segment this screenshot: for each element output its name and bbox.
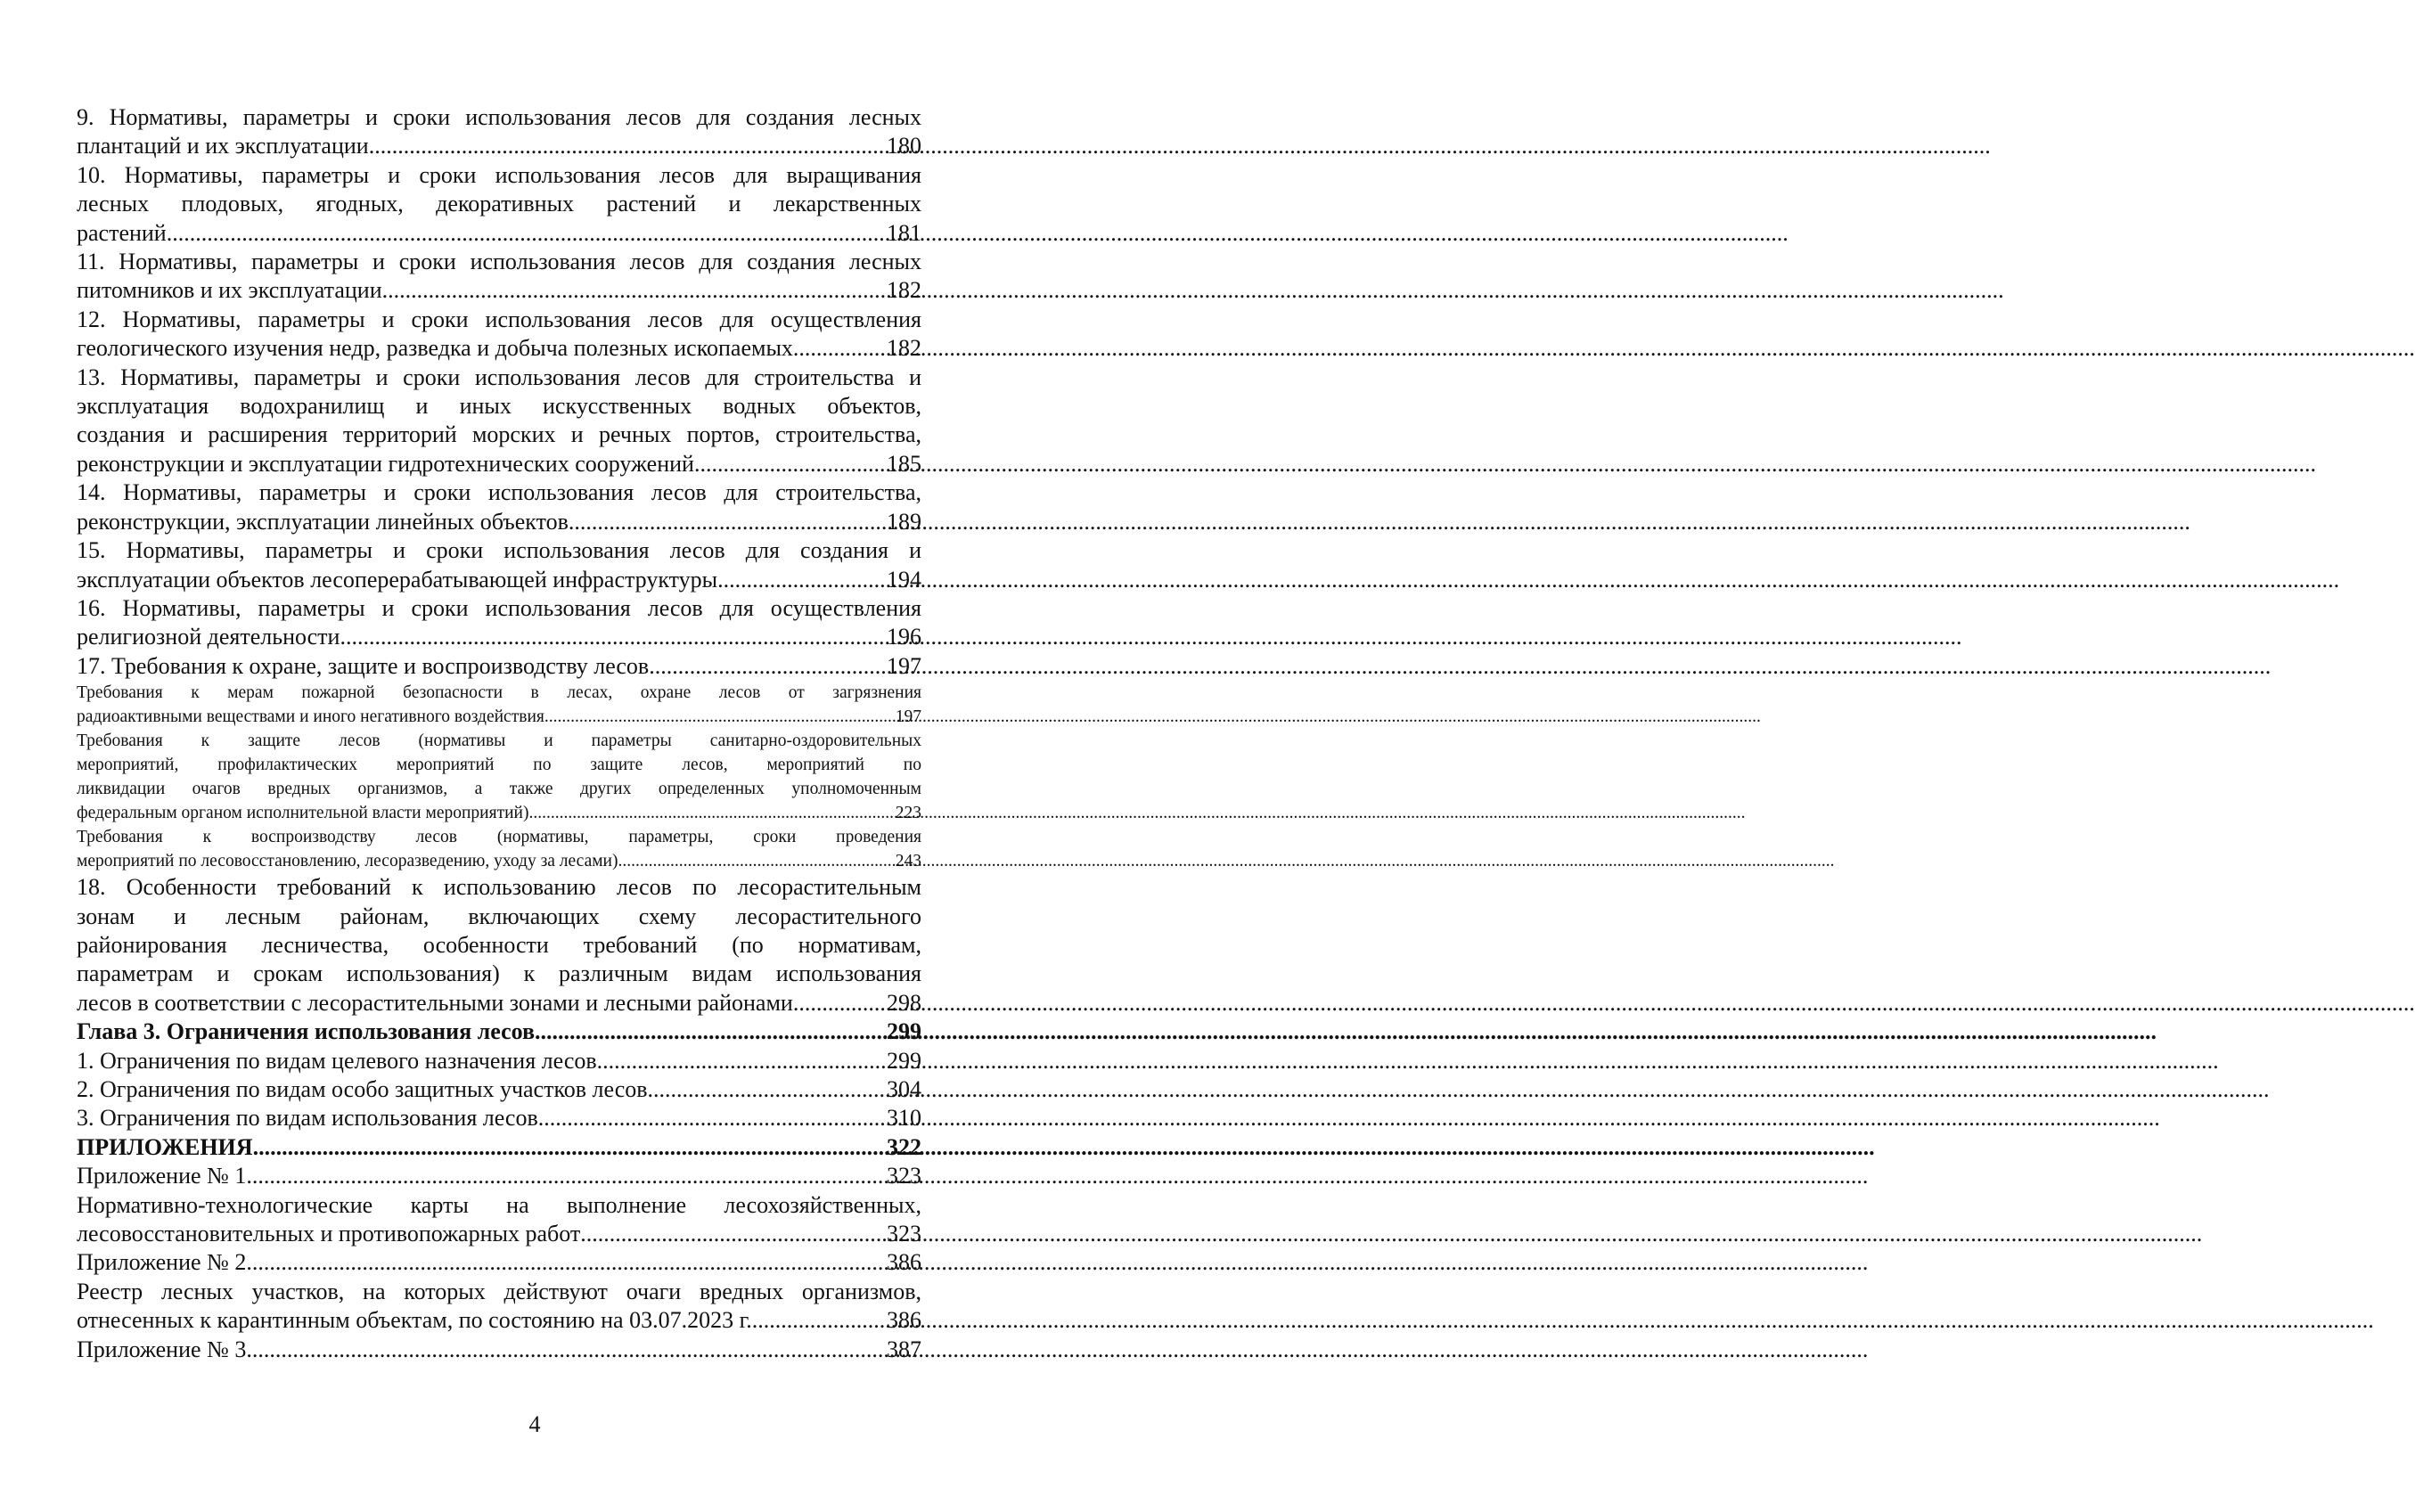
toc-page-ref: 243 xyxy=(895,852,921,871)
toc-entry[interactable] xyxy=(77,1018,921,1046)
toc-entry[interactable] xyxy=(77,652,921,681)
toc-page-ref: 189 xyxy=(887,508,921,535)
dot-leader xyxy=(793,989,885,1018)
dot-leader xyxy=(544,705,894,729)
toc-entry[interactable] xyxy=(77,1278,921,1336)
toc-entry-title: отнесенных к карантинным объектам, по состоянию на 03.07.2023 г. xyxy=(77,1307,752,1334)
toc-entry-title: плантаций и их эксплуатации xyxy=(77,133,369,159)
toc-entry-text-line: 13. Нормативы, параметры и сроки использования лесов для строительства и xyxy=(77,364,921,390)
toc-page-ref: 182 xyxy=(887,335,921,362)
toc-entry-title: Приложение № 3 xyxy=(77,1336,247,1362)
dot-leader xyxy=(618,849,894,873)
toc-entry-title: мероприятий по лесовосстановлению, лесоразведению, уходу за лесами) xyxy=(77,852,618,871)
toc-entry-last-line xyxy=(77,132,921,160)
dot-leader xyxy=(167,219,885,248)
toc-entry[interactable] xyxy=(77,681,921,729)
toc-entry-last-line xyxy=(77,450,921,478)
dot-leader xyxy=(253,1133,885,1162)
toc-entry-title: 1. Ограничения по видам целевого назначения лесов xyxy=(77,1047,597,1074)
toc-entry-last-line xyxy=(77,849,921,873)
toc-entry-title: реконструкции и эксплуатации гидротехнических сооружений xyxy=(77,450,694,477)
toc-entry-last-line xyxy=(77,1075,921,1104)
toc-page-ref: 299 xyxy=(887,1047,921,1074)
toc-entry-title: Приложение № 1 xyxy=(77,1163,247,1189)
toc-entry-last-line xyxy=(77,566,921,594)
toc-entry-last-line xyxy=(77,1248,921,1277)
dot-leader xyxy=(246,1162,885,1190)
toc-entry-title: радиоактивными веществами и иного негативного воздействия xyxy=(77,707,544,727)
dot-leader xyxy=(580,1220,885,1248)
toc-entry-title: федеральным органом исполнительной власти мероприятий) xyxy=(77,804,529,823)
toc-entry[interactable] xyxy=(77,248,921,306)
toc-page-ref: 180 xyxy=(887,133,921,159)
toc-entry-title: питомников и их эксплуатации xyxy=(77,277,382,304)
document-page xyxy=(0,0,1069,1512)
dot-leader xyxy=(538,1104,885,1132)
toc-entry[interactable] xyxy=(77,873,921,1018)
toc-entry-text-line: 18. Особенности требований к использованию лесов по лесорастительным xyxy=(77,874,921,901)
toc-entry-text-line: лесных плодовых, ягодных, декоративных растений и лекарственных xyxy=(77,191,921,217)
toc-entry-title: растений xyxy=(77,219,167,246)
toc-page-ref: 197 xyxy=(887,652,921,679)
toc-entry[interactable] xyxy=(77,306,921,364)
toc-entry-last-line xyxy=(77,1104,921,1132)
toc-entry[interactable] xyxy=(77,825,921,873)
toc-page-ref: 299 xyxy=(887,1018,921,1045)
toc-entry-last-line xyxy=(77,623,921,651)
dot-leader xyxy=(717,566,885,594)
toc-page-ref: 387 xyxy=(887,1336,921,1362)
toc-entry-text-line: 15. Нормативы, параметры и сроки использования лесов для создания и xyxy=(77,537,921,564)
toc-entry[interactable] xyxy=(77,536,921,594)
toc-entry-text-line: Реестр лесных участков, на которых действуют очаги вредных организмов, xyxy=(77,1278,921,1304)
toc-entry-last-line xyxy=(77,276,921,305)
toc-entry[interactable] xyxy=(77,1162,921,1190)
toc-entry-title: лесов в соответствии с лесорастительными зонами и лесными районами xyxy=(77,989,793,1016)
toc-entry-text-line: Требования к мерам пожарной безопасности в лесах, охране лесов от загрязнения xyxy=(77,683,921,703)
toc-page-ref: 196 xyxy=(887,624,921,650)
toc-entry[interactable] xyxy=(77,1191,921,1249)
toc-entry-text-line: 11. Нормативы, параметры и сроки использования лесов для создания лесных xyxy=(77,249,921,275)
toc-entry-title: религиозной деятельности xyxy=(77,624,340,650)
toc-entry-last-line xyxy=(77,1220,921,1248)
toc-entry[interactable] xyxy=(77,364,921,479)
dot-leader xyxy=(382,276,885,305)
toc-entry-title: ПРИЛОЖЕНИЯ xyxy=(77,1133,253,1160)
dot-leader xyxy=(246,1336,885,1364)
toc-entry-text-line: параметрам и срокам использования) к различным видам использования xyxy=(77,960,921,987)
toc-entry-last-line xyxy=(77,1018,921,1046)
toc-entry[interactable] xyxy=(77,478,921,536)
toc-entry-title: 3. Ограничения по видам использования лесов xyxy=(77,1105,538,1132)
toc-entry-title: Приложение № 2 xyxy=(77,1249,247,1276)
dot-leader xyxy=(752,1306,885,1335)
toc-entry[interactable] xyxy=(77,729,921,825)
dot-leader xyxy=(528,801,893,825)
toc-entry[interactable] xyxy=(77,1133,921,1162)
toc-entry[interactable] xyxy=(77,1047,921,1075)
toc-page-ref: 181 xyxy=(887,219,921,246)
toc-entry-text-line: мероприятий, профилактических мероприятий по защите лесов, мероприятий по xyxy=(77,756,921,775)
dot-leader xyxy=(246,1248,885,1277)
toc-page-ref: 223 xyxy=(895,804,921,823)
toc-entry-last-line xyxy=(77,801,921,825)
toc-entry-title: эксплуатации объектов лесоперерабатывающей инфраструктуры xyxy=(77,566,718,593)
dot-leader xyxy=(649,652,885,681)
toc-entry-text-line: районирования лесничества, особенности требований (по нормативам, xyxy=(77,931,921,958)
toc-page-ref: 298 xyxy=(887,989,921,1016)
toc-entry-title: Глава 3. Ограничения использования лесов xyxy=(77,1018,536,1045)
toc-page-ref: 194 xyxy=(887,566,921,593)
dot-leader xyxy=(369,132,885,160)
toc-entry-last-line xyxy=(77,652,921,681)
table-of-contents xyxy=(77,103,921,1364)
toc-entry-last-line xyxy=(77,1162,921,1190)
toc-page-ref: 185 xyxy=(887,450,921,477)
toc-page-ref: 304 xyxy=(887,1075,921,1102)
toc-page-ref: 322 xyxy=(887,1133,921,1160)
toc-entry-last-line xyxy=(77,219,921,248)
toc-page-ref: 386 xyxy=(887,1307,921,1334)
toc-entry-text-line: 16. Нормативы, параметры и сроки использования лесов для осуществления xyxy=(77,594,921,621)
dot-leader xyxy=(694,450,885,478)
toc-entry-last-line xyxy=(77,1133,921,1162)
toc-entry-text-line: Требования к воспроизводству лесов (нормативы, параметры, сроки проведения xyxy=(77,828,921,847)
toc-entry-text-line: зонам и лесным районам, включающих схему лесорастительного xyxy=(77,903,921,929)
toc-entry[interactable] xyxy=(77,1075,921,1104)
toc-entry[interactable] xyxy=(77,103,921,161)
toc-entry-text-line: Нормативно-технологические карты на выполнение лесохозяйственных, xyxy=(77,1191,921,1218)
toc-page-ref: 197 xyxy=(895,707,921,727)
toc-entry-text-line: создания и расширения территорий морских и речных портов, строительства, xyxy=(77,421,921,448)
dot-leader xyxy=(340,623,885,651)
toc-entry-last-line xyxy=(77,508,921,536)
toc-page-ref: 323 xyxy=(887,1163,921,1189)
toc-entry-text-line: 14. Нормативы, параметры и сроки использования лесов для строительства, xyxy=(77,479,921,506)
toc-entry[interactable] xyxy=(77,161,921,248)
toc-entry[interactable] xyxy=(77,1336,921,1364)
toc-entry-last-line xyxy=(77,989,921,1018)
toc-entry-text-line: 9. Нормативы, параметры и сроки использования лесов для создания лесных xyxy=(77,104,921,130)
toc-entry-last-line xyxy=(77,334,921,363)
dot-leader xyxy=(793,334,885,363)
toc-entry-text-line: ликвидации очагов вредных организмов, а также других определенных уполномоченным xyxy=(77,780,921,799)
dot-leader xyxy=(648,1075,885,1104)
toc-entry-title: лесовосстановительных и противопожарных работ xyxy=(77,1221,581,1246)
toc-entry-text-line: Требования к защите лесов (нормативы и параметры санитарно-оздоровительных xyxy=(77,731,921,751)
dot-leader xyxy=(569,508,885,536)
toc-entry-text-line: 10. Нормативы, параметры и сроки использования лесов для выращивания xyxy=(77,161,921,188)
toc-entry-last-line xyxy=(77,705,921,729)
toc-page-ref: 386 xyxy=(887,1249,921,1276)
toc-page-ref: 182 xyxy=(887,277,921,304)
toc-page-ref: 310 xyxy=(887,1105,921,1132)
toc-entry-text-line: 12. Нормативы, параметры и сроки использования лесов для осуществления xyxy=(77,306,921,332)
toc-entry[interactable] xyxy=(77,1248,921,1277)
dot-leader xyxy=(535,1018,885,1046)
toc-entry-title: 17. Требования к охране, защите и воспроизводству лесов xyxy=(77,652,650,679)
page-number: 4 xyxy=(528,1411,541,1437)
toc-entry-last-line xyxy=(77,1047,921,1075)
toc-entry-title: геологического изучения недр, разведка и добыча полезных ископаемых xyxy=(77,335,793,362)
toc-entry[interactable] xyxy=(77,1104,921,1132)
toc-entry-text-line: эксплуатация водохранилищ и иных искусственных водных объектов, xyxy=(77,393,921,420)
toc-entry[interactable] xyxy=(77,594,921,652)
toc-page-ref: 323 xyxy=(887,1221,921,1246)
toc-entry-title: 2. Ограничения по видам особо защитных участков лесов xyxy=(77,1075,648,1102)
toc-entry-last-line xyxy=(77,1306,921,1335)
dot-leader xyxy=(597,1047,885,1075)
toc-entry-last-line xyxy=(77,1336,921,1364)
toc-entry-title: реконструкции, эксплуатации линейных объектов xyxy=(77,508,569,535)
